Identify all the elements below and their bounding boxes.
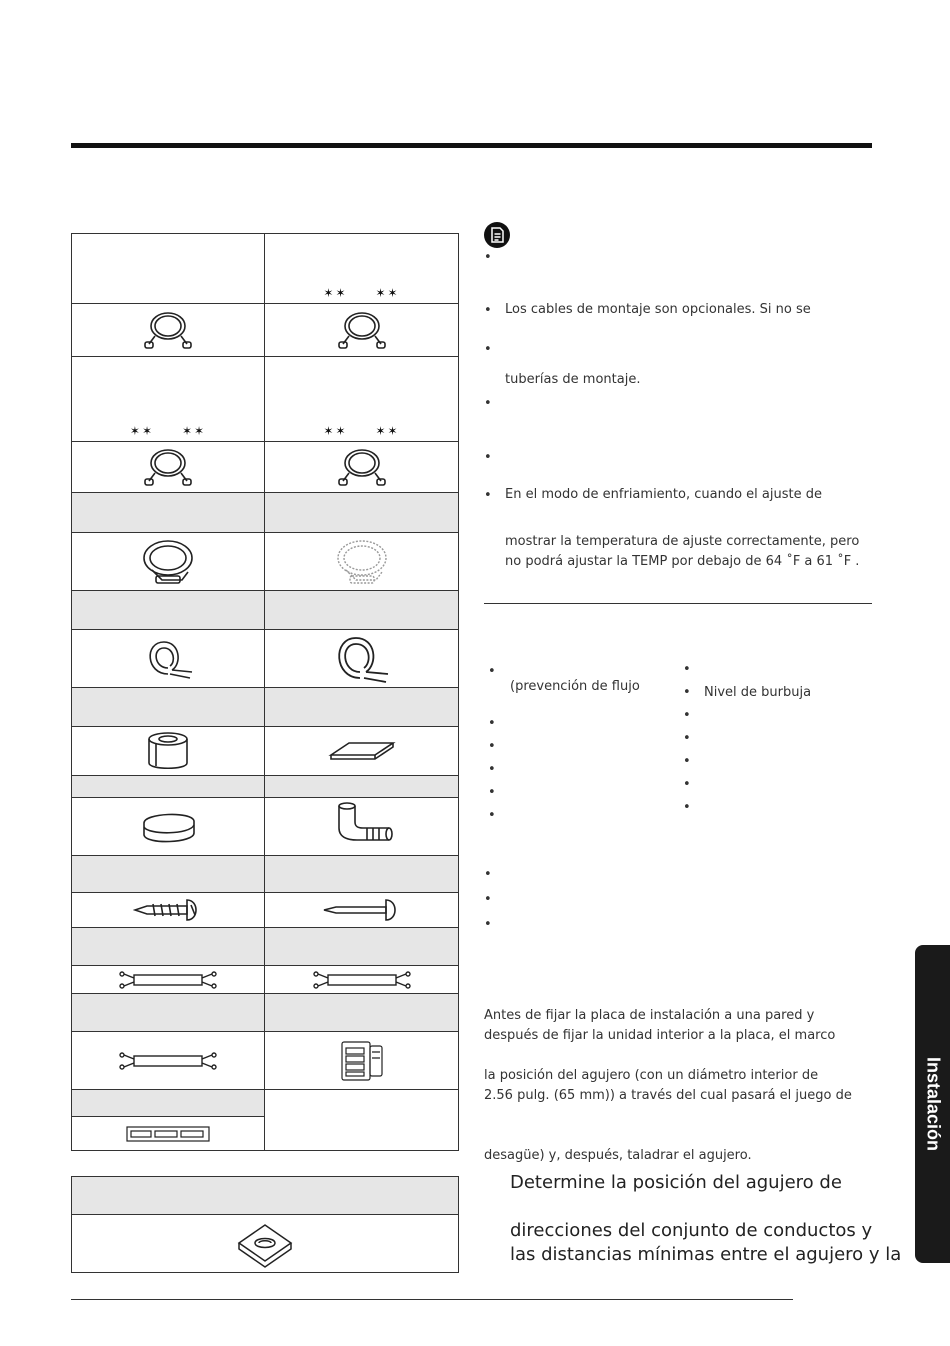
bullet: • xyxy=(484,450,492,465)
part-header-cell xyxy=(71,1176,459,1215)
part-header-cell xyxy=(264,233,459,304)
bullet: • xyxy=(484,396,492,411)
section-tab xyxy=(915,945,950,1263)
star-marks: ✶✶ ✶✶ xyxy=(323,424,400,438)
step-text: direcciones del conjunto de conductos y xyxy=(510,1220,873,1241)
part-icon-cell xyxy=(71,1214,459,1273)
part-icon-cell xyxy=(264,797,459,856)
bullet: • xyxy=(484,303,492,318)
tape-roll-icon xyxy=(146,730,190,772)
star-marks: ✶✶ ✶✶ xyxy=(129,424,207,438)
part-header-cell xyxy=(71,927,265,966)
coiled-pipe-icon xyxy=(335,445,389,489)
bullet: • xyxy=(484,917,492,932)
part-header-cell xyxy=(71,1089,265,1117)
bullet: • xyxy=(683,708,691,723)
bullet: • xyxy=(488,762,496,777)
step-text: las distancias mínimas entre el agujero y la xyxy=(510,1244,902,1265)
note-temp-limit: no podrá ajustar la TEMP por debajo de 64 ˚F a 61 ˚F . xyxy=(505,554,860,569)
body-text: la posición del agujero (con un diámetro interior de xyxy=(484,1068,819,1083)
coiled-pipe-icon xyxy=(141,308,195,352)
star-marks: ✶✶ ✶✶ xyxy=(323,286,400,300)
note-cooling-mode: En el modo de enfriamiento, cuando el ajuste de xyxy=(505,487,822,502)
part-icon-cell xyxy=(71,797,265,856)
step-text: Determine la posición del agujero de xyxy=(510,1172,842,1193)
bullet: • xyxy=(488,664,496,679)
part-icon-cell xyxy=(264,532,459,591)
body-text: desagüe) y, después, taladrar el agujero. xyxy=(484,1148,752,1163)
part-header-cell xyxy=(264,927,459,966)
top-rule xyxy=(71,143,872,148)
wifi-kit-icon xyxy=(338,1038,386,1084)
bullet: • xyxy=(683,777,691,792)
part-header-cell xyxy=(71,356,265,442)
drain-elbow-icon xyxy=(327,800,397,854)
bullet: • xyxy=(484,892,492,907)
note-mounting-pipes: tuberías de montaje. xyxy=(505,372,641,387)
part-header-cell xyxy=(71,687,265,727)
sheet-pad-icon xyxy=(327,739,397,763)
bullet: • xyxy=(683,685,691,700)
body-text: después de fijar la unidad interior a la placa, el marco xyxy=(484,1028,836,1043)
screw-icon xyxy=(133,897,203,923)
part-header-cell xyxy=(264,855,459,893)
bullet: • xyxy=(484,342,492,357)
part-header-cell xyxy=(264,775,459,798)
part-header-cell xyxy=(71,492,265,533)
part-icon-cell xyxy=(71,726,265,776)
body-text: 2.56 pulg. (65 mm)) a través del cual pasará el juego de xyxy=(484,1088,852,1103)
body-text: Antes de fijar la placa de instalación a una pared y xyxy=(484,1008,815,1023)
part-icon-cell xyxy=(71,441,265,493)
part-icon-cell xyxy=(71,532,265,591)
coiled-pipe-icon xyxy=(141,445,195,489)
section-tab-label: Instalación xyxy=(923,1056,943,1152)
bullet: • xyxy=(683,731,691,746)
part-icon-cell xyxy=(264,1031,459,1090)
part-header-cell xyxy=(264,993,459,1032)
part-icon-cell xyxy=(71,1031,265,1090)
tool-flow-prevention: (prevención de flujo xyxy=(510,679,640,694)
part-icon-cell xyxy=(71,303,265,357)
putty-icon xyxy=(138,807,198,847)
bullet: • xyxy=(484,867,492,882)
part-header-cell xyxy=(264,492,459,533)
part-header-cell xyxy=(71,233,265,304)
part-icon-cell xyxy=(71,1116,265,1151)
part-icon-cell xyxy=(264,303,459,357)
part-header-cell xyxy=(71,855,265,893)
coiled-pipe-icon xyxy=(335,308,389,352)
cable-icon xyxy=(118,971,218,989)
cable-icon xyxy=(312,971,412,989)
part-header-cell xyxy=(264,687,459,727)
bullet: • xyxy=(488,716,496,731)
part-icon-cell xyxy=(264,965,459,994)
bullet: • xyxy=(488,808,496,823)
part-icon-cell xyxy=(264,629,459,688)
part-icon-cell xyxy=(264,726,459,776)
part-icon-cell xyxy=(71,892,265,928)
part-icon-cell xyxy=(264,441,459,493)
part-header-cell xyxy=(264,590,459,630)
bullet: • xyxy=(484,488,492,503)
nail-icon xyxy=(322,897,402,923)
section-rule xyxy=(484,603,872,604)
label-strip-icon xyxy=(125,1124,211,1144)
note-cables-optional: Los cables de montaje son opcionales. Si no se xyxy=(505,302,811,317)
bullet: • xyxy=(488,785,496,800)
part-icon-cell xyxy=(264,892,459,928)
bullet: • xyxy=(683,800,691,815)
remote-holder-icon xyxy=(235,1219,295,1269)
bullet: • xyxy=(484,250,492,265)
part-icon-cell xyxy=(71,965,265,994)
cable-icon xyxy=(118,1052,218,1070)
part-icon-cell xyxy=(71,629,265,688)
tool-bubble-level: Nivel de burbuja xyxy=(704,685,812,700)
part-header-cell xyxy=(71,775,265,798)
bullet: • xyxy=(488,739,496,754)
part-header-cell xyxy=(71,590,265,630)
insulated-pipe-icon xyxy=(332,536,392,588)
bullet: • xyxy=(683,662,691,677)
bullet: • xyxy=(683,754,691,769)
bottom-rule xyxy=(71,1299,793,1300)
insulated-pipe-icon xyxy=(138,536,198,588)
note-set-temp: mostrar la temperatura de ajuste correctamente, pero xyxy=(505,534,860,549)
note-icon xyxy=(484,222,510,248)
part-header-cell xyxy=(71,993,265,1032)
part-header-cell xyxy=(264,356,459,442)
pipe-clamp-icon xyxy=(138,634,198,684)
pipe-clamp-icon xyxy=(330,632,394,686)
empty-cell xyxy=(264,1089,459,1151)
